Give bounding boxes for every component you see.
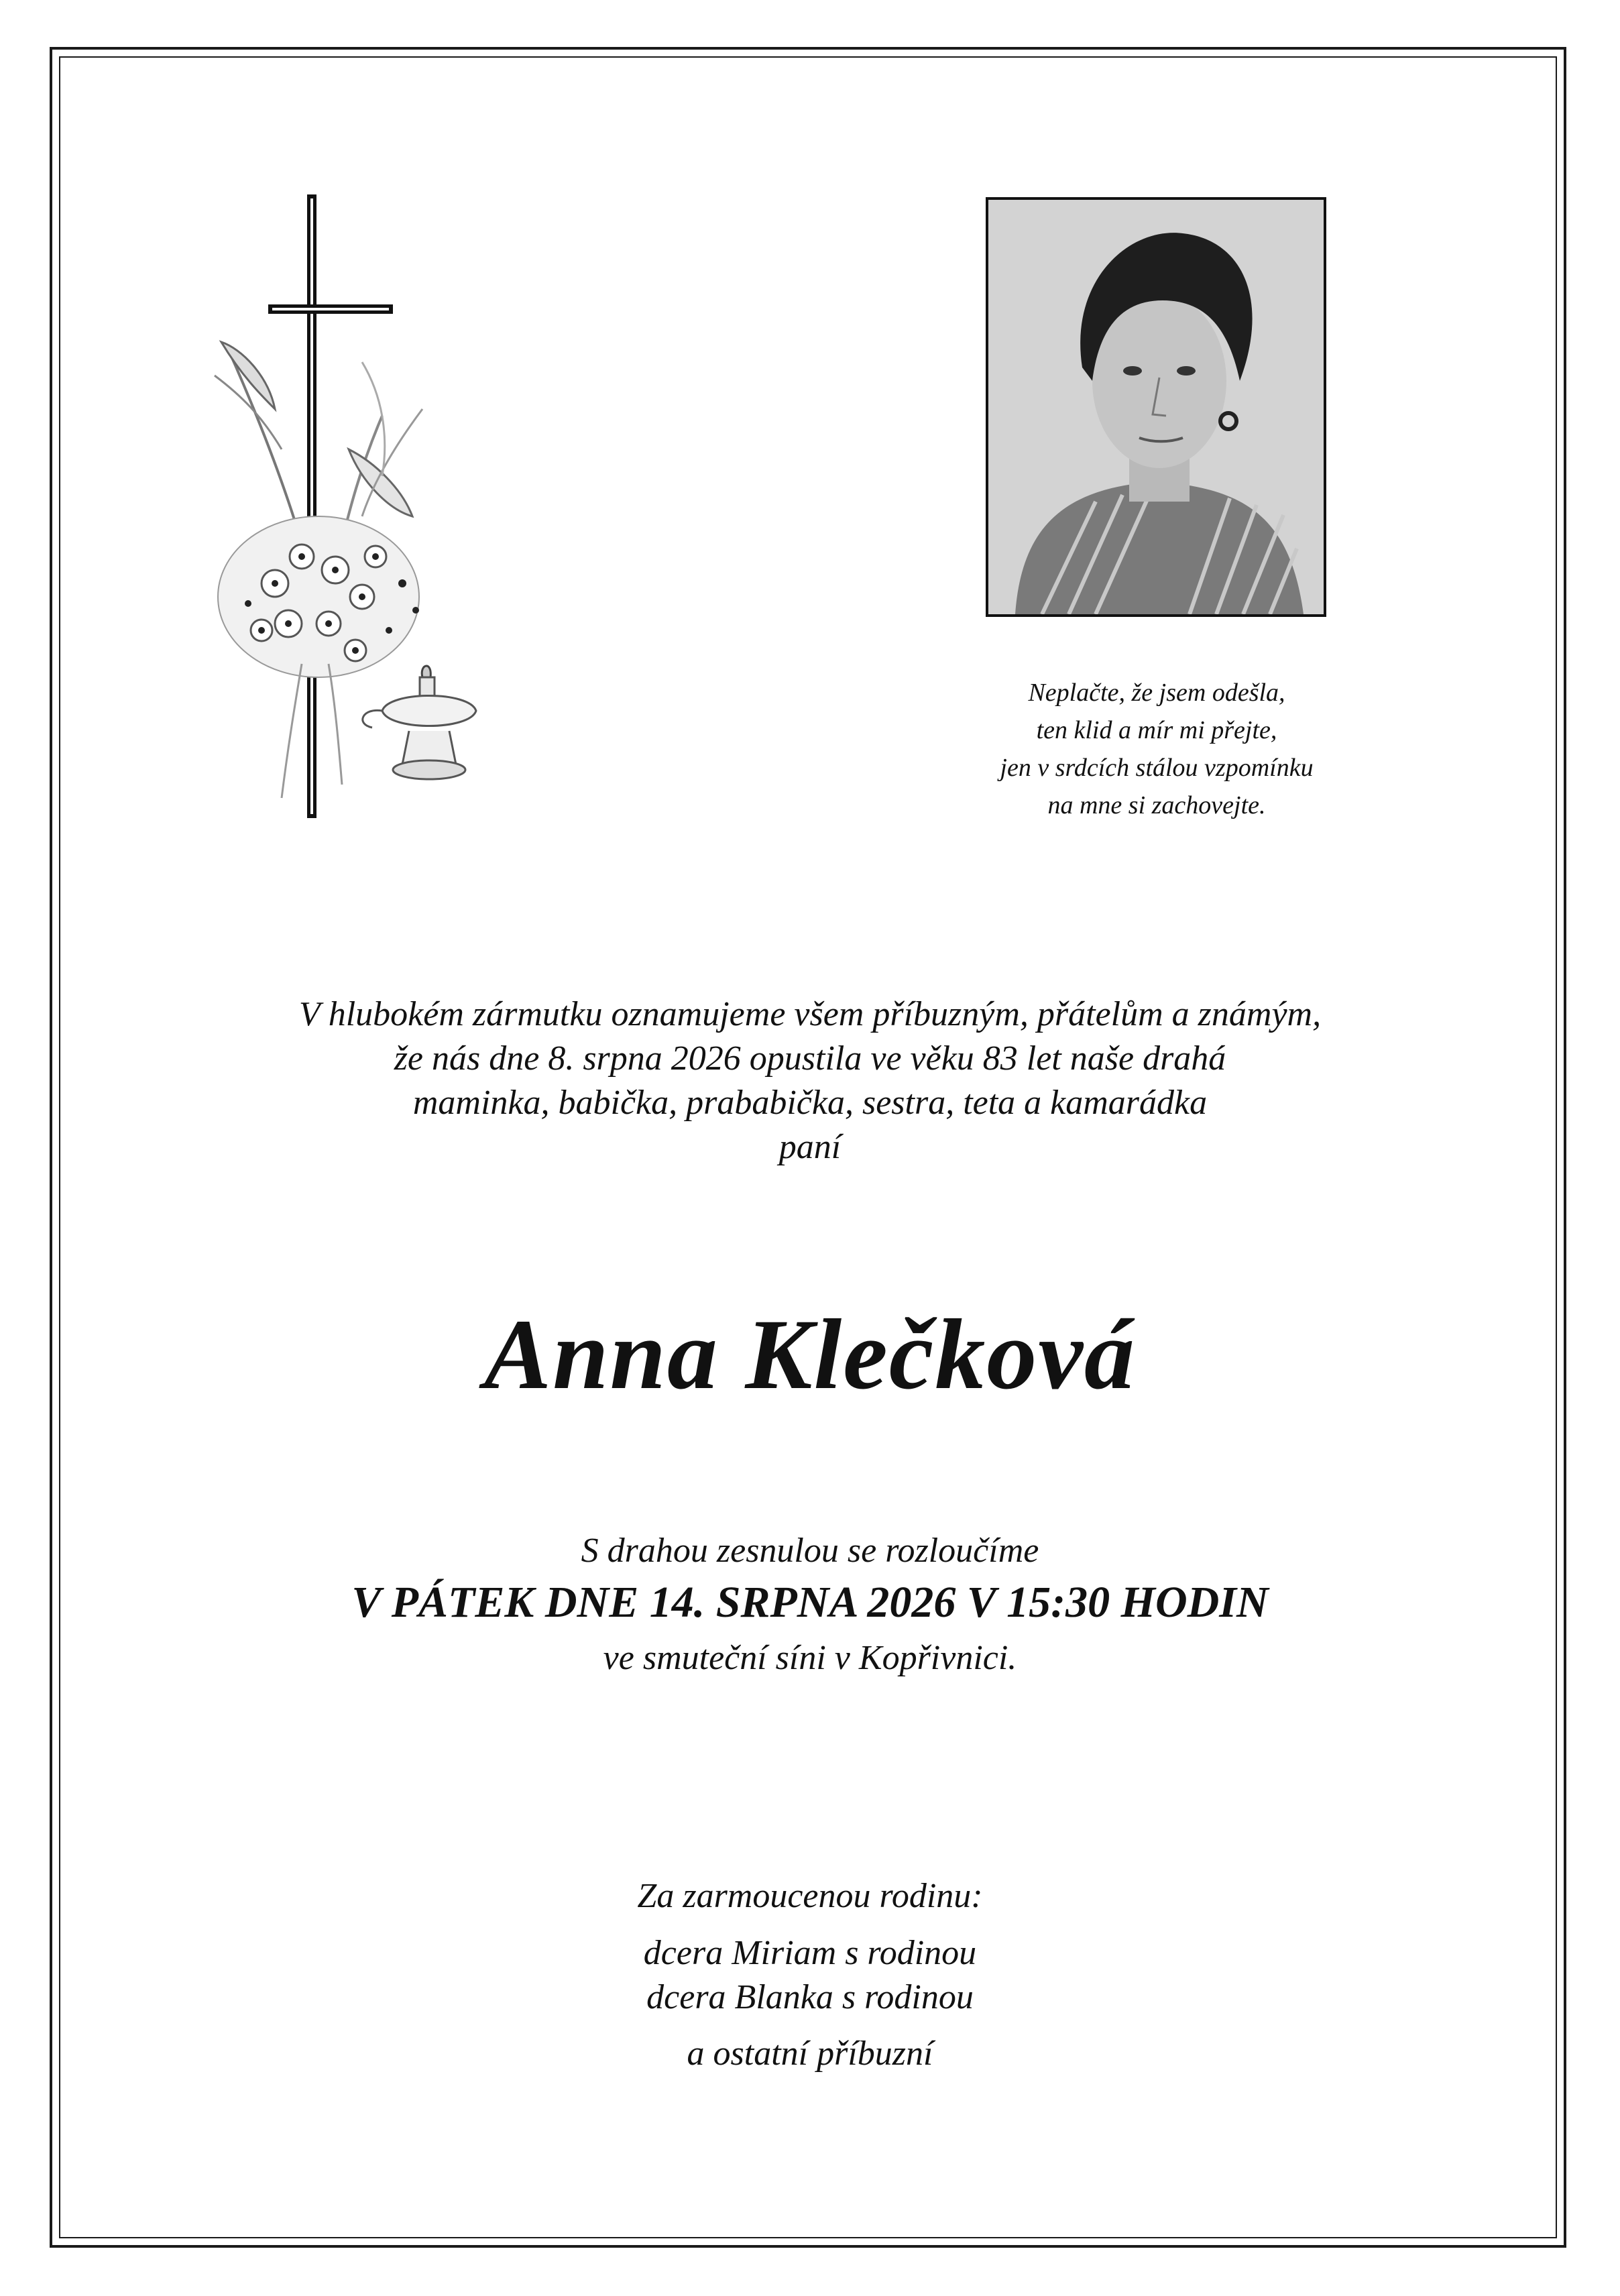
announcement-line: maminka, babička, prababička, sestra, teta a kamarádka <box>412 1084 1208 1122</box>
announcement-line: V hlubokém zármutku oznamujeme všem příbuzným, přátelům a známým, <box>298 995 1322 1033</box>
poem-line: jen v srdcích stálou vzpomínku <box>1000 754 1314 782</box>
signature-others: a ostatní příbuzní <box>687 2034 933 2073</box>
poem-line: ten klid a mír mi přejte, <box>1036 716 1277 744</box>
death-announcement <box>134 992 1486 1169</box>
signature-family-member: dcera Blanka s rodinou <box>646 1978 974 2016</box>
cross-lily-lamp-icon <box>201 194 516 825</box>
signature-heading: Za zarmoucenou rodinu: <box>637 1877 983 1915</box>
memorial-poem <box>892 674 1422 824</box>
announcement-line: že nás dne 8. srpna 2026 opustila ve věku 83 let naše drahá <box>394 1039 1226 1078</box>
portrait-photo <box>986 197 1326 617</box>
poem-line: na mne si zachovejte. <box>1047 791 1266 819</box>
farewell-place: ve smuteční síni v Kopřivnici. <box>603 1639 1017 1677</box>
poem-line: Neplačte, že jsem odešla, <box>1028 679 1285 707</box>
farewell-intro: S drahou zesnulou se rozloučíme <box>581 1532 1039 1570</box>
announcement-line: paní <box>778 1128 842 1166</box>
signature-family-member: dcera Miriam s rodinou <box>643 1934 977 1972</box>
signature-list <box>134 1931 1486 2076</box>
deceased-name: Anna Klečková <box>484 1299 1136 1410</box>
farewell-date-time: V PÁTEK DNE 14. SRPNA 2026 V 15:30 HODIN <box>351 1578 1269 1627</box>
